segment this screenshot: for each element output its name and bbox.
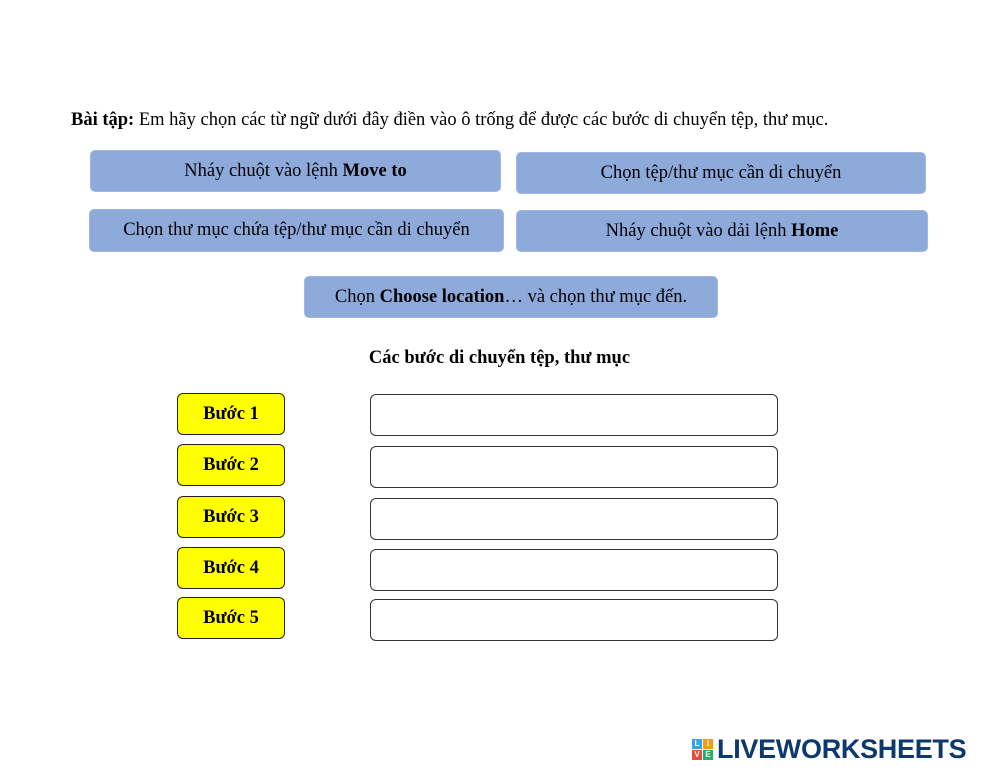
step-label-3: Bước 3 — [177, 496, 285, 538]
option-text: Chọn tệp/thư mục cần di chuyển — [600, 162, 842, 183]
instruction-text: Em hãy chọn các từ ngữ dưới đây điền vào ô trống để được các bước di chuyển tệp, thư mục. — [134, 110, 829, 130]
option-select-file[interactable] — [516, 152, 926, 194]
option-select-source-folder[interactable] — [89, 209, 504, 252]
step-drop-box-1[interactable] — [370, 394, 778, 436]
logo-text: LIVEWORKSHEETS — [717, 733, 967, 764]
step-label-5: Bước 5 — [177, 597, 285, 639]
option-text: Nháy chuột vào lệnh — [184, 160, 338, 181]
step-label-4: Bước 4 — [177, 547, 285, 589]
option-text: Chọn — [334, 286, 375, 307]
option-bold-text: Choose location — [379, 286, 505, 307]
option-bold-text: Home — [791, 220, 839, 241]
step-drop-box-5[interactable] — [370, 599, 778, 641]
option-text: Nháy chuột vào dải lệnh — [605, 220, 787, 241]
option-choose-location[interactable] — [304, 276, 718, 318]
step-label-1: Bước 1 — [177, 393, 285, 435]
logo-mark-letter: V — [692, 750, 702, 760]
logo-mark-letter: I — [703, 739, 713, 749]
option-text-suffix: … và chọn thư mục đến. — [504, 286, 688, 307]
logo-mark-letter: L — [692, 739, 702, 749]
step-label-2: Bước 2 — [177, 444, 285, 486]
step-drop-box-4[interactable] — [370, 549, 778, 591]
liveworksheets-logo — [692, 733, 966, 765]
option-move-to[interactable] — [90, 150, 501, 192]
step-drop-box-3[interactable] — [370, 498, 778, 540]
option-home-ribbon[interactable] — [516, 210, 928, 252]
option-bold-text: Move to — [342, 160, 407, 181]
steps-title: Các bước di chuyển tệp, thư mục — [368, 348, 631, 368]
option-text: Chọn thư mục chứa tệp/thư mục cần di chuyển — [123, 220, 470, 240]
liveworksheets-logo-icon — [692, 739, 713, 760]
step-drop-box-2[interactable] — [370, 446, 778, 488]
logo-mark-letter: E — [703, 750, 713, 760]
instruction-prefix: Bài tập: — [71, 110, 135, 130]
exercise-instruction — [71, 108, 971, 132]
